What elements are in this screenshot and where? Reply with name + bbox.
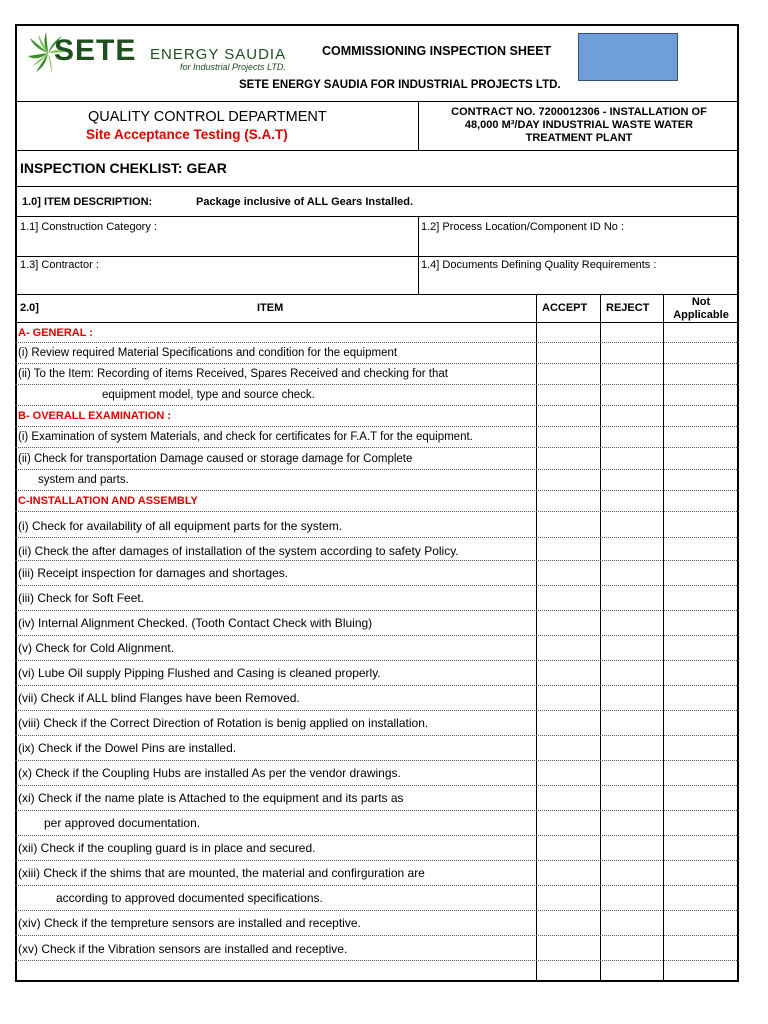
logo-sub: for Industrial Projects LTD. bbox=[180, 62, 286, 72]
checklist-item: (ii) Check for transportation Damage caused or storage damage for Complete bbox=[18, 453, 413, 465]
contractor-field[interactable]: 1.3] Contractor : bbox=[20, 259, 99, 271]
checklist-item: (xi) Check if the name plate is Attached to the equipment and its parts as bbox=[18, 791, 404, 805]
company-line: SETE ENERGY SAUDIA FOR INDUSTRIAL PROJECTS LTD. bbox=[239, 79, 561, 91]
table-header-not-applicable bbox=[664, 296, 738, 322]
sat-subtitle: Site Acceptance Testing (S.A.T) bbox=[86, 127, 288, 142]
table-header-num: 2.0] bbox=[20, 302, 39, 314]
department-title: QUALITY CONTROL DEPARTMENT bbox=[88, 109, 327, 125]
checklist-item: (iv) Internal Alignment Checked. (Tooth Contact Check with Bluing) bbox=[18, 616, 373, 630]
checklist-item-continued: equipment model, type and source check. bbox=[102, 389, 315, 401]
checklist-item: (xiii) Check if the shims that are mounted, the material and confirguration are bbox=[18, 866, 425, 880]
process-location-field[interactable]: 1.2] Process Location/Component ID No : bbox=[421, 221, 624, 233]
checklist-item: (ix) Check if the Dowel Pins are installed. bbox=[18, 741, 237, 755]
na-line-1: Not bbox=[691, 296, 711, 308]
checklist-item: (vi) Lube Oil supply Pipping Flushed and Casing is cleaned properly. bbox=[18, 666, 381, 680]
item-description-label: 1.0] ITEM DESCRIPTION: bbox=[22, 196, 153, 208]
checklist-item-continued: system and parts. bbox=[38, 474, 129, 486]
table-header-item: ITEM bbox=[257, 302, 284, 314]
checklist-item: (ii) Check the after damages of installation of the system according to safety Policy. bbox=[18, 544, 459, 558]
checklist-item: (i) Check for availability of all equipment parts for the system. bbox=[18, 519, 343, 533]
contract-line-3: TREATMENT PLANT bbox=[525, 132, 633, 144]
checklist-item-continued: per approved documentation. bbox=[44, 816, 201, 830]
table-header-accept: ACCEPT bbox=[542, 302, 588, 314]
contract-line-2: 48,000 M³/DAY INDUSTRIAL WASTE WATER bbox=[464, 119, 694, 131]
na-line-2: Applicable bbox=[673, 309, 729, 321]
documents-field[interactable]: 1.4] Documents Defining Quality Requirements : bbox=[421, 259, 657, 271]
checklist-item: (x) Check if the Coupling Hubs are installed As per the vendor drawings. bbox=[18, 766, 401, 780]
section-c-heading: C-INSTALLATION AND ASSEMBLY bbox=[18, 495, 198, 507]
checklist-item: (v) Check for Cold Alignment. bbox=[18, 641, 175, 655]
checklist-item: (iii) Check for Soft Feet. bbox=[18, 591, 145, 605]
section-b-heading: B- OVERALL EXAMINATION : bbox=[18, 410, 171, 422]
checklist-item: (xv) Check if the Vibration sensors are installed and receptive. bbox=[18, 942, 348, 956]
checklist-item-continued: according to approved documented specifications. bbox=[56, 891, 323, 905]
construction-category-field[interactable]: 1.1] Construction Category : bbox=[20, 221, 157, 233]
checklist-item: (i) Review required Material Specifications and condition for the equipment bbox=[18, 347, 398, 359]
contract-info bbox=[420, 106, 738, 145]
sheet-title: COMMISSIONING INSPECTION SHEET bbox=[322, 44, 552, 58]
checklist-item: (xii) Check if the coupling guard is in place and secured. bbox=[18, 841, 316, 855]
table-header-reject: REJECT bbox=[606, 302, 650, 314]
checklist-item: (xiv) Check if the tempreture sensors are installed and receptive. bbox=[18, 916, 361, 930]
item-description-value: Package inclusive of ALL Gears Installed. bbox=[196, 196, 414, 208]
checklist-item: (vii) Check if ALL blind Flanges have been Removed. bbox=[18, 691, 300, 705]
logo-name: ENERGY SAUDIA bbox=[150, 46, 287, 63]
checklist-item: (viii) Check if the Correct Direction of Rotation is benig applied on installation. bbox=[18, 716, 429, 730]
logo-word: SETE bbox=[54, 34, 137, 67]
contract-line-1: CONTRACT NO. 7200012306 - INSTALLATION OF bbox=[451, 106, 707, 118]
section-a-heading: A- GENERAL : bbox=[18, 327, 93, 339]
checklist-item: (ii) To the Item: Recording of items Received, Spares Received and checking for that bbox=[18, 368, 448, 380]
checklist-item: (iii) Receipt inspection for damages and shortages. bbox=[18, 566, 289, 580]
checklist-item: (i) Examination of system Materials, and check for certificates for F.A.T for the equipment. bbox=[18, 431, 473, 443]
checklist-title: INSPECTION CHEKLIST: GEAR bbox=[20, 160, 227, 176]
